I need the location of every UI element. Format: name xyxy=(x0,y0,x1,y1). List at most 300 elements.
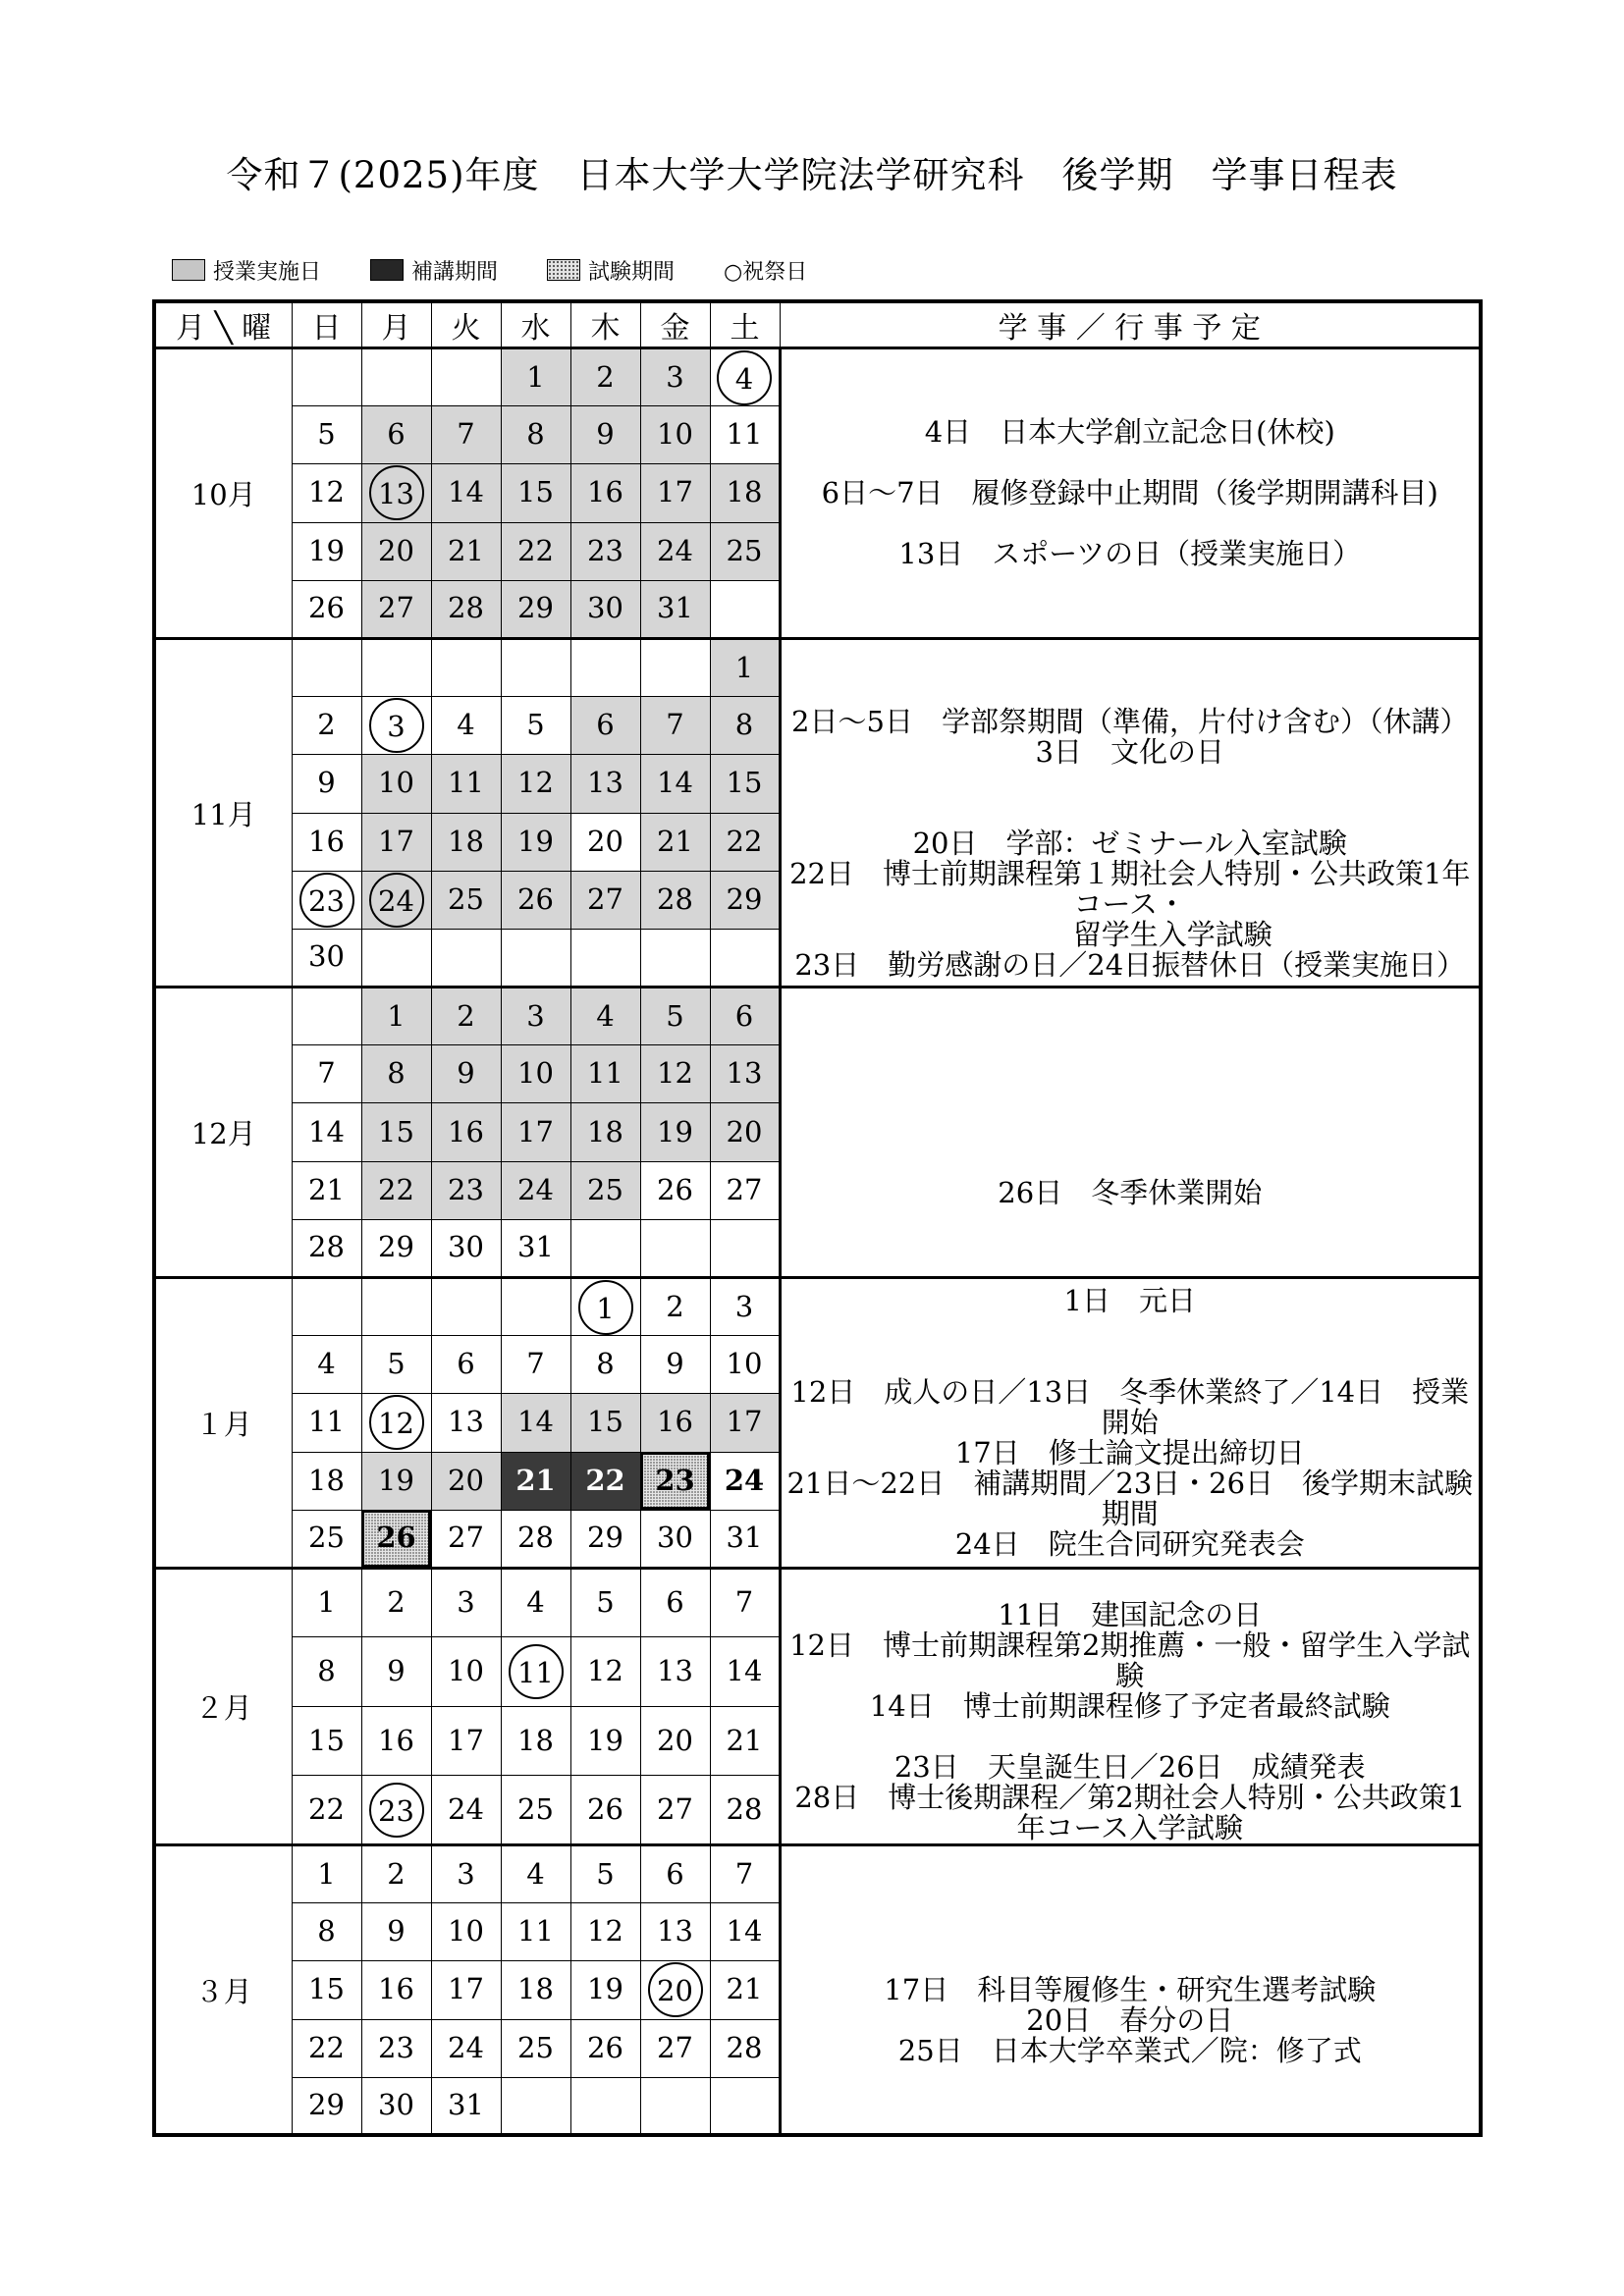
date-number: 6 xyxy=(457,1347,475,1381)
dow-fri: 金 xyxy=(640,301,710,348)
month-events: 26日 冬季休業開始 xyxy=(780,988,1481,1278)
month-label: １月 xyxy=(154,1278,292,1569)
date-number: 6 xyxy=(596,708,615,742)
legend-label: 授業実施日 xyxy=(213,259,322,285)
month-label: 12月 xyxy=(154,988,292,1278)
day-cell xyxy=(431,1045,501,1103)
date-number: 3 xyxy=(526,998,545,1033)
date-number: 13 xyxy=(726,1056,763,1091)
date-number: 19 xyxy=(378,1463,414,1497)
date-number: 29 xyxy=(587,1521,623,1555)
empty-day-cell xyxy=(361,929,431,987)
day-cell xyxy=(570,1336,640,1394)
day-cell xyxy=(570,1961,640,2019)
day-cell xyxy=(570,1452,640,1510)
month-label: 11月 xyxy=(154,638,292,987)
date-number: 5 xyxy=(317,417,336,452)
day-cell xyxy=(570,755,640,813)
date-number: 5 xyxy=(387,1347,406,1381)
legend xyxy=(172,253,856,287)
date-number: 26 xyxy=(376,1521,416,1555)
empty-day-cell xyxy=(501,1278,570,1336)
day-cell xyxy=(292,2019,361,2077)
day-cell xyxy=(710,813,780,871)
date-number: 24 xyxy=(448,1791,484,1826)
legend-exam-period xyxy=(547,255,675,286)
day-cell xyxy=(640,1844,710,1902)
date-number: 26 xyxy=(587,1791,623,1826)
legend-label: 補講期間 xyxy=(411,259,499,285)
day-cell xyxy=(431,1706,501,1776)
day-cell xyxy=(431,697,501,755)
day-cell xyxy=(292,755,361,813)
holiday-date: 1 xyxy=(578,1280,633,1335)
date-number: 16 xyxy=(657,1405,693,1439)
day-cell xyxy=(501,1568,570,1637)
date-number: 11 xyxy=(587,1056,623,1091)
date-number: 23 xyxy=(378,2030,414,2064)
week-row xyxy=(154,638,1481,696)
date-number: 14 xyxy=(726,1914,763,1949)
date-number: 4 xyxy=(457,708,475,742)
date-number: 9 xyxy=(457,1056,475,1091)
day-cell xyxy=(292,1961,361,2019)
day-cell xyxy=(292,871,361,929)
day-cell xyxy=(570,522,640,580)
date-number: 17 xyxy=(378,824,414,858)
date-number: 20 xyxy=(657,1723,693,1757)
date-number: 7 xyxy=(457,417,475,452)
day-cell xyxy=(640,1510,710,1568)
legend-label: ○祝祭日 xyxy=(724,259,808,285)
day-cell xyxy=(570,1510,640,1568)
day-cell xyxy=(640,1278,710,1336)
date-number: 10 xyxy=(657,417,693,452)
date-number: 22 xyxy=(726,824,763,858)
empty-day-cell xyxy=(710,1219,780,1277)
date-number: 11 xyxy=(517,1914,554,1949)
day-cell xyxy=(292,406,361,464)
date-number: 12 xyxy=(587,1914,623,1949)
date-number: 8 xyxy=(317,1914,336,1949)
date-number: 18 xyxy=(517,1972,554,2006)
date-number: 29 xyxy=(378,1230,414,1264)
date-number: 12 xyxy=(517,766,554,800)
date-number: 25 xyxy=(308,1521,345,1555)
day-cell xyxy=(501,580,570,638)
day-cell xyxy=(501,1903,570,1961)
day-cell xyxy=(361,522,431,580)
day-cell xyxy=(292,697,361,755)
day-cell xyxy=(501,348,570,406)
day-cell xyxy=(361,1776,431,1845)
day-cell xyxy=(640,2019,710,2077)
day-cell xyxy=(431,1452,501,1510)
day-cell xyxy=(501,464,570,522)
holiday-date: 11 xyxy=(509,1644,564,1699)
day-cell xyxy=(501,406,570,464)
date-number: 5 xyxy=(596,1856,615,1891)
date-number: 24 xyxy=(517,1172,554,1206)
day-cell xyxy=(710,638,780,696)
date-number: 10 xyxy=(517,1056,554,1091)
day-cell xyxy=(361,406,431,464)
date-number: 21 xyxy=(448,533,484,567)
day-cell xyxy=(361,1161,431,1219)
date-number: 14 xyxy=(657,766,693,800)
date-number: 8 xyxy=(596,1347,615,1381)
date-number: 26 xyxy=(308,591,345,625)
events-header: 学 事 ／ 行 事 予 定 xyxy=(780,301,1481,348)
date-number: 30 xyxy=(378,2088,414,2122)
day-cell xyxy=(640,871,710,929)
date-number: 20 xyxy=(726,1114,763,1148)
date-number: 13 xyxy=(657,1914,693,1949)
day-cell xyxy=(710,1961,780,2019)
date-number: 23 xyxy=(587,533,623,567)
date-number: 6 xyxy=(734,998,754,1033)
date-number: 30 xyxy=(448,1230,484,1264)
month-events: 1日 元日 12日 成人の日／13日 冬季休業終了／14日 授業開始 17日 修士論文提出締切日 21日～22日 補講期間／23日・26日 後学期末試験期間 24日 院生合同研究発表会 xyxy=(780,1278,1481,1569)
academic-calendar-table xyxy=(152,299,1483,2137)
date-number: 18 xyxy=(587,1114,623,1148)
day-cell xyxy=(570,1161,640,1219)
day-cell xyxy=(501,1637,570,1707)
day-cell xyxy=(640,1394,710,1452)
day-cell xyxy=(570,988,640,1045)
class-days-swatch xyxy=(172,259,205,281)
date-number: 26 xyxy=(517,881,554,916)
date-number: 14 xyxy=(517,1405,554,1439)
date-number: 4 xyxy=(526,1856,545,1891)
day-cell xyxy=(431,1336,501,1394)
day-cell xyxy=(501,1844,570,1902)
day-cell xyxy=(570,348,640,406)
date-number: 20 xyxy=(448,1463,484,1497)
day-cell xyxy=(431,1637,501,1707)
date-number: 11 xyxy=(726,417,763,452)
date-number: 24 xyxy=(724,1463,765,1497)
day-cell xyxy=(570,464,640,522)
empty-day-cell xyxy=(431,929,501,987)
day-cell xyxy=(361,755,431,813)
day-cell xyxy=(570,1844,640,1902)
day-cell xyxy=(501,1776,570,1845)
day-cell xyxy=(640,988,710,1045)
date-number: 1 xyxy=(387,998,406,1033)
date-number: 10 xyxy=(448,1654,484,1688)
day-cell xyxy=(710,1278,780,1336)
date-number: 25 xyxy=(448,881,484,916)
date-number: 18 xyxy=(726,475,763,509)
month-label: ２月 xyxy=(154,1568,292,1844)
empty-day-cell xyxy=(292,638,361,696)
day-cell xyxy=(292,1103,361,1161)
empty-day-cell xyxy=(570,1219,640,1277)
day-cell xyxy=(640,406,710,464)
day-cell xyxy=(570,1394,640,1452)
day-cell xyxy=(501,1336,570,1394)
empty-day-cell xyxy=(640,929,710,987)
month-events: 17日 科目等履修生・研究生選考試験 20日 春分の日 25日 日本大学卒業式／院：修了式 xyxy=(780,1844,1481,2135)
date-number: 9 xyxy=(387,1654,406,1688)
day-cell xyxy=(501,755,570,813)
day-cell xyxy=(570,406,640,464)
day-cell xyxy=(431,1161,501,1219)
date-number: 12 xyxy=(657,1056,693,1091)
day-cell xyxy=(640,697,710,755)
day-cell xyxy=(710,1903,780,1961)
date-number: 4 xyxy=(526,1585,545,1620)
date-number: 13 xyxy=(657,1654,693,1688)
date-number: 31 xyxy=(448,2088,484,2122)
day-cell xyxy=(640,1045,710,1103)
day-cell xyxy=(361,1903,431,1961)
day-cell xyxy=(361,1103,431,1161)
date-number: 19 xyxy=(308,533,345,567)
date-number: 21 xyxy=(657,824,693,858)
date-number: 28 xyxy=(726,2030,763,2064)
day-cell xyxy=(501,988,570,1045)
date-number: 3 xyxy=(734,1289,754,1323)
date-number: 2 xyxy=(387,1585,406,1620)
day-cell xyxy=(570,1045,640,1103)
empty-day-cell xyxy=(361,638,431,696)
empty-day-cell xyxy=(361,348,431,406)
date-number: 29 xyxy=(517,591,554,625)
date-number: 14 xyxy=(308,1114,345,1148)
date-number: 8 xyxy=(387,1056,406,1091)
date-number: 21 xyxy=(726,1972,763,2006)
date-number: 27 xyxy=(448,1521,484,1555)
date-number: 17 xyxy=(726,1405,763,1439)
day-cell xyxy=(501,697,570,755)
date-number: 2 xyxy=(596,359,615,394)
day-cell xyxy=(292,1161,361,1219)
day-cell xyxy=(570,2019,640,2077)
date-number: 14 xyxy=(726,1654,763,1688)
day-cell xyxy=(640,580,710,638)
day-cell xyxy=(292,1568,361,1637)
day-cell xyxy=(710,464,780,522)
day-cell xyxy=(710,871,780,929)
date-number: 6 xyxy=(387,417,406,452)
day-cell xyxy=(431,1568,501,1637)
date-number: 25 xyxy=(726,533,763,567)
day-cell xyxy=(570,697,640,755)
date-number: 15 xyxy=(587,1405,623,1439)
day-cell xyxy=(570,1568,640,1637)
date-number: 12 xyxy=(308,475,345,509)
empty-day-cell xyxy=(640,2077,710,2135)
day-cell xyxy=(361,1568,431,1637)
date-number: 15 xyxy=(517,475,554,509)
date-number: 29 xyxy=(726,881,763,916)
date-number: 20 xyxy=(587,824,623,858)
day-cell xyxy=(361,1961,431,2019)
date-number: 24 xyxy=(448,2030,484,2064)
dow-sun: 日 xyxy=(292,301,361,348)
date-number: 28 xyxy=(657,881,693,916)
date-number: 1 xyxy=(317,1856,336,1891)
day-cell xyxy=(710,1510,780,1568)
date-number: 10 xyxy=(726,1347,763,1381)
day-cell xyxy=(710,348,780,406)
holiday-date: 4 xyxy=(717,350,772,405)
day-cell xyxy=(361,580,431,638)
day-cell xyxy=(431,1219,501,1277)
day-cell xyxy=(361,2077,431,2135)
month-label: 10月 xyxy=(154,348,292,639)
day-cell xyxy=(501,813,570,871)
date-number: 15 xyxy=(726,766,763,800)
date-number: 10 xyxy=(378,766,414,800)
holiday-date: 3 xyxy=(369,698,424,753)
date-number: 18 xyxy=(308,1463,345,1497)
date-number: 8 xyxy=(526,417,545,452)
day-cell xyxy=(431,2019,501,2077)
day-cell xyxy=(640,1568,710,1637)
date-number: 7 xyxy=(317,1056,336,1091)
day-cell xyxy=(431,464,501,522)
day-cell xyxy=(361,2019,431,2077)
empty-day-cell xyxy=(292,348,361,406)
empty-day-cell xyxy=(431,1278,501,1336)
date-number: 18 xyxy=(448,824,484,858)
date-number: 23 xyxy=(655,1463,695,1497)
date-number: 18 xyxy=(517,1723,554,1757)
day-cell xyxy=(640,1161,710,1219)
day-cell xyxy=(361,813,431,871)
day-cell xyxy=(570,813,640,871)
makeup-period-swatch xyxy=(370,259,404,281)
date-number: 27 xyxy=(587,881,623,916)
day-cell xyxy=(361,464,431,522)
day-cell xyxy=(710,755,780,813)
date-number: 17 xyxy=(517,1114,554,1148)
day-cell xyxy=(640,1776,710,1845)
date-number: 7 xyxy=(734,1585,754,1620)
date-number: 2 xyxy=(387,1856,406,1891)
day-cell xyxy=(292,1844,361,1902)
day-cell xyxy=(431,1903,501,1961)
date-number: 28 xyxy=(517,1521,554,1555)
day-cell xyxy=(431,580,501,638)
day-cell xyxy=(570,1278,640,1336)
day-cell xyxy=(292,929,361,987)
day-cell xyxy=(361,871,431,929)
legend-label: 試験期間 xyxy=(588,259,676,285)
date-number: 11 xyxy=(448,766,484,800)
date-number: 24 xyxy=(657,533,693,567)
date-number: 9 xyxy=(666,1347,684,1381)
date-number: 6 xyxy=(666,1585,684,1620)
date-number: 2 xyxy=(457,998,475,1033)
day-cell xyxy=(570,580,640,638)
empty-day-cell xyxy=(570,2077,640,2135)
empty-day-cell xyxy=(640,1219,710,1277)
empty-day-cell xyxy=(501,638,570,696)
day-cell xyxy=(292,1510,361,1568)
holiday-date: 23 xyxy=(369,1783,424,1838)
month-dow-header: 月 ╲ 曜 xyxy=(154,301,292,348)
date-number: 31 xyxy=(657,591,693,625)
day-cell xyxy=(640,1706,710,1776)
empty-day-cell xyxy=(710,580,780,638)
date-number: 27 xyxy=(657,1791,693,1826)
day-cell xyxy=(570,1776,640,1845)
empty-day-cell xyxy=(570,638,640,696)
day-cell xyxy=(431,871,501,929)
calendar-body xyxy=(154,348,1481,2136)
week-row xyxy=(154,988,1481,1045)
date-number: 3 xyxy=(457,1856,475,1891)
date-number: 29 xyxy=(308,2088,345,2122)
dow-mon: 月 xyxy=(361,301,431,348)
date-number: 13 xyxy=(448,1405,484,1439)
day-cell xyxy=(431,755,501,813)
page-title: 令和７(2025)年度 日本大学大学院法学研究科 後学期 学事日程表 xyxy=(226,154,1398,196)
day-cell xyxy=(431,522,501,580)
day-cell xyxy=(292,1776,361,1845)
date-number: 2 xyxy=(666,1289,684,1323)
date-number: 9 xyxy=(596,417,615,452)
date-number: 17 xyxy=(448,1723,484,1757)
empty-day-cell xyxy=(292,1278,361,1336)
legend-makeup-period xyxy=(370,255,498,286)
day-cell xyxy=(292,2077,361,2135)
day-cell xyxy=(292,1336,361,1394)
header-row xyxy=(154,301,1481,348)
empty-day-cell xyxy=(570,929,640,987)
day-cell xyxy=(710,1161,780,1219)
day-cell xyxy=(501,1394,570,1452)
day-cell xyxy=(710,1394,780,1452)
day-cell xyxy=(361,988,431,1045)
date-number: 4 xyxy=(596,998,615,1033)
day-cell xyxy=(501,1452,570,1510)
date-number: 19 xyxy=(657,1114,693,1148)
day-cell xyxy=(501,522,570,580)
holiday-date: 13 xyxy=(369,465,424,520)
date-number: 22 xyxy=(378,1172,414,1206)
date-number: 26 xyxy=(657,1172,693,1206)
day-cell xyxy=(570,1706,640,1776)
date-number: 17 xyxy=(657,475,693,509)
date-number: 2 xyxy=(317,708,336,742)
date-number: 7 xyxy=(734,1856,754,1891)
day-cell xyxy=(292,1903,361,1961)
day-cell xyxy=(710,2019,780,2077)
dow-thu: 木 xyxy=(570,301,640,348)
day-cell xyxy=(501,1219,570,1277)
empty-day-cell xyxy=(431,348,501,406)
date-number: 14 xyxy=(448,475,484,509)
date-number: 27 xyxy=(726,1172,763,1206)
holiday-date: 24 xyxy=(369,873,424,928)
date-number: 30 xyxy=(657,1521,693,1555)
date-number: 1 xyxy=(734,650,754,684)
date-number: 1 xyxy=(526,359,545,394)
date-number: 10 xyxy=(448,1914,484,1949)
date-number: 6 xyxy=(666,1856,684,1891)
dow-wed: 水 xyxy=(501,301,570,348)
date-number: 16 xyxy=(378,1972,414,2006)
day-cell xyxy=(361,1219,431,1277)
day-cell xyxy=(431,988,501,1045)
day-cell xyxy=(501,871,570,929)
date-number: 13 xyxy=(587,766,623,800)
